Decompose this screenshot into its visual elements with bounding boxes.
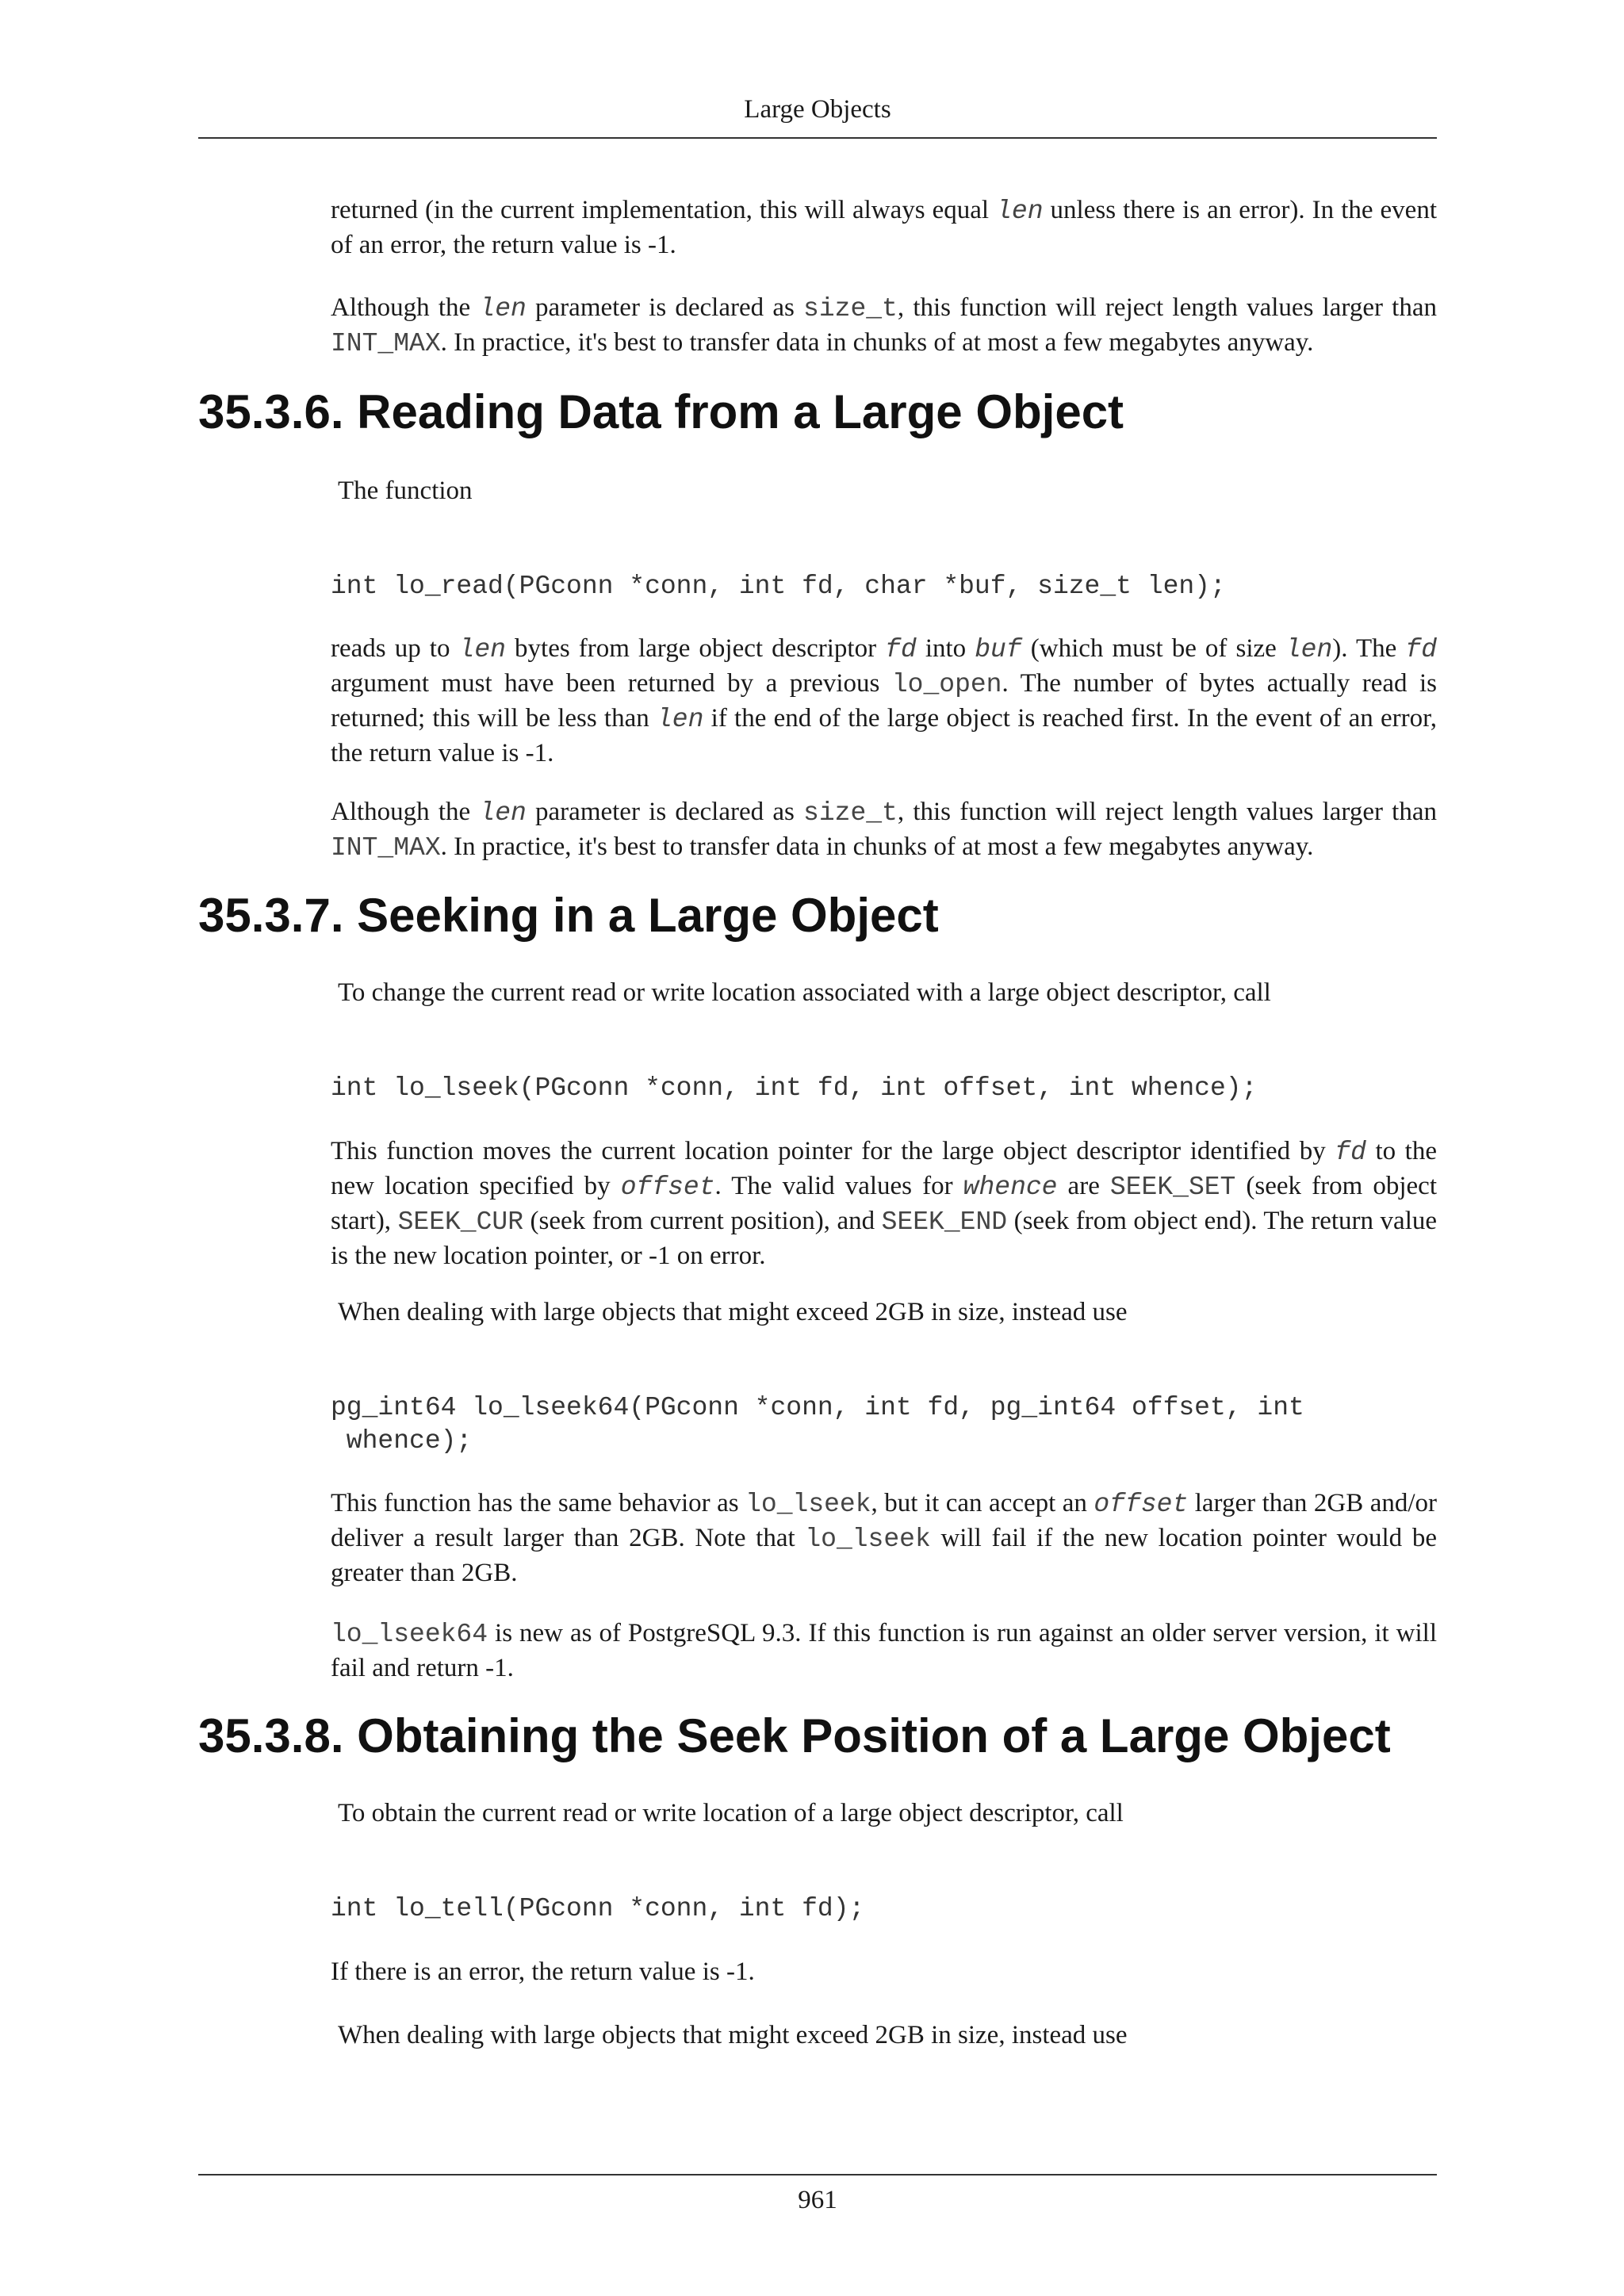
header-rule [198, 137, 1437, 139]
paragraph-lseek64-intro: When dealing with large objects that might exceed 2GB in size, instead use [338, 1298, 1128, 1326]
inline-code-size-t: size_t [803, 798, 898, 828]
inline-code-buf: buf [975, 635, 1022, 664]
paragraph-return-value: returned (in the current implementation, this will always equal len unless there is an error). In the event of an error, the return value is -1. [331, 196, 1437, 259]
inline-code-offset: offset [1094, 1490, 1189, 1519]
inline-code-lo-lseek: lo_lseek [805, 1525, 931, 1554]
paragraph-tell-error: If there is an error, the return value is -1. [331, 1957, 755, 1986]
paragraph-lseek64-version: lo_lseek64 is new as of PostgreSQL 9.3. If this function is run against an older server version, it will fail and return -1. [331, 1619, 1437, 1682]
paragraph-len-limit-read: Although the len parameter is declared as size_t, this function will reject length values larger than INT_MAX. In practice, it's best to transfer data in chunks of at most a few megabytes anyway. [331, 798, 1437, 863]
inline-code-int-max: INT_MAX [331, 329, 441, 358]
section-heading-3-3-7: 35.3.7. Seeking in a Large Object [198, 889, 939, 942]
inline-code-len: len [657, 705, 704, 734]
inline-code-len: len [1285, 635, 1333, 664]
inline-code-len: len [479, 798, 527, 828]
inline-code-seek-set: SEEK_SET [1109, 1173, 1236, 1202]
inline-code-fd: fd [1405, 635, 1438, 664]
inline-code-whence: whence [963, 1173, 1058, 1202]
section-heading-3-3-8: 35.3.8. Obtaining the Seek Position of a Large Object [198, 1709, 1391, 1762]
inline-code-len: len [996, 197, 1044, 226]
page-number: 961 [798, 2186, 837, 2214]
code-lo-tell: int lo_tell(PGconn *conn, int fd); [331, 1894, 865, 1923]
paragraph-tell-intro: To obtain the current read or write location of a large object descriptor, call [338, 1799, 1124, 1827]
inline-code-lo-open: lo_open [891, 670, 1002, 699]
inline-code-seek-end: SEEK_END [881, 1207, 1008, 1237]
inline-code-len: len [458, 635, 506, 664]
inline-code-size-t: size_t [803, 294, 898, 323]
footer-rule [198, 2174, 1437, 2175]
paragraph-the-function: The function [338, 476, 473, 505]
section-heading-3-3-6: 35.3.6. Reading Data from a Large Object [198, 385, 1124, 438]
paragraph-len-limit: Although the len parameter is declared as size_t, this function will reject length values larger than INT_MAX. In practice, it's best to transfer data in chunks of at most a few megabytes anyway. [331, 293, 1437, 358]
inline-code-len: len [479, 294, 527, 323]
paragraph-lseek64-description: This function has the same behavior as lo_lseek, but it can accept an offset larger than 2GB and/or deliver a result larger than 2GB. Note that lo_lseek will fail if the new location pointer would be greater than 2GB. [331, 1489, 1438, 1587]
code-lo-lseek: int lo_lseek(PGconn *conn, int fd, int offset, int whence); [331, 1073, 1258, 1103]
inline-code-fd: fd [885, 635, 917, 664]
paragraph-seek-intro: To change the current read or write location associated with a large object descriptor, call [338, 978, 1271, 1007]
inline-code-offset: offset [620, 1173, 715, 1202]
inline-code-seek-cur: SEEK_CUR [397, 1207, 524, 1237]
inline-code-fd: fd [1335, 1138, 1366, 1167]
inline-code-int-max: INT_MAX [331, 833, 441, 863]
inline-code-lo-lseek64: lo_lseek64 [331, 1620, 488, 1649]
running-header: Large Objects [744, 95, 891, 124]
inline-code-lo-lseek: lo_lseek [745, 1490, 871, 1519]
paragraph-lseek-description: This function moves the current location pointer for the large object descriptor identified by fd to the new location specified by offset. The valid values for whence are SEEK_SET (seek from object start), SEEK_CUR (seek from current position), and SEEK_END (seek from object end). The return value is the new location pointer, or -1 on error. [331, 1137, 1438, 1270]
paragraph-lo-read-description: reads up to len bytes from large object descriptor fd into buf (which must be of size len). The fd argument must have been returned by a previous lo_open. The number of bytes actually read is returned; this will be less than len if the end of the large object is reached first. In the event of an error, the return value is -1. [331, 634, 1438, 767]
code-lo-read: int lo_read(PGconn *conn, int fd, char *buf, size_t len); [331, 572, 1226, 601]
code-lo-lseek64: pg_int64 lo_lseek64(PGconn *conn, int fd, pg_int64 offset, int whence); [331, 1393, 1304, 1456]
paragraph-tell64-intro: When dealing with large objects that might exceed 2GB in size, instead use [338, 2021, 1128, 2049]
